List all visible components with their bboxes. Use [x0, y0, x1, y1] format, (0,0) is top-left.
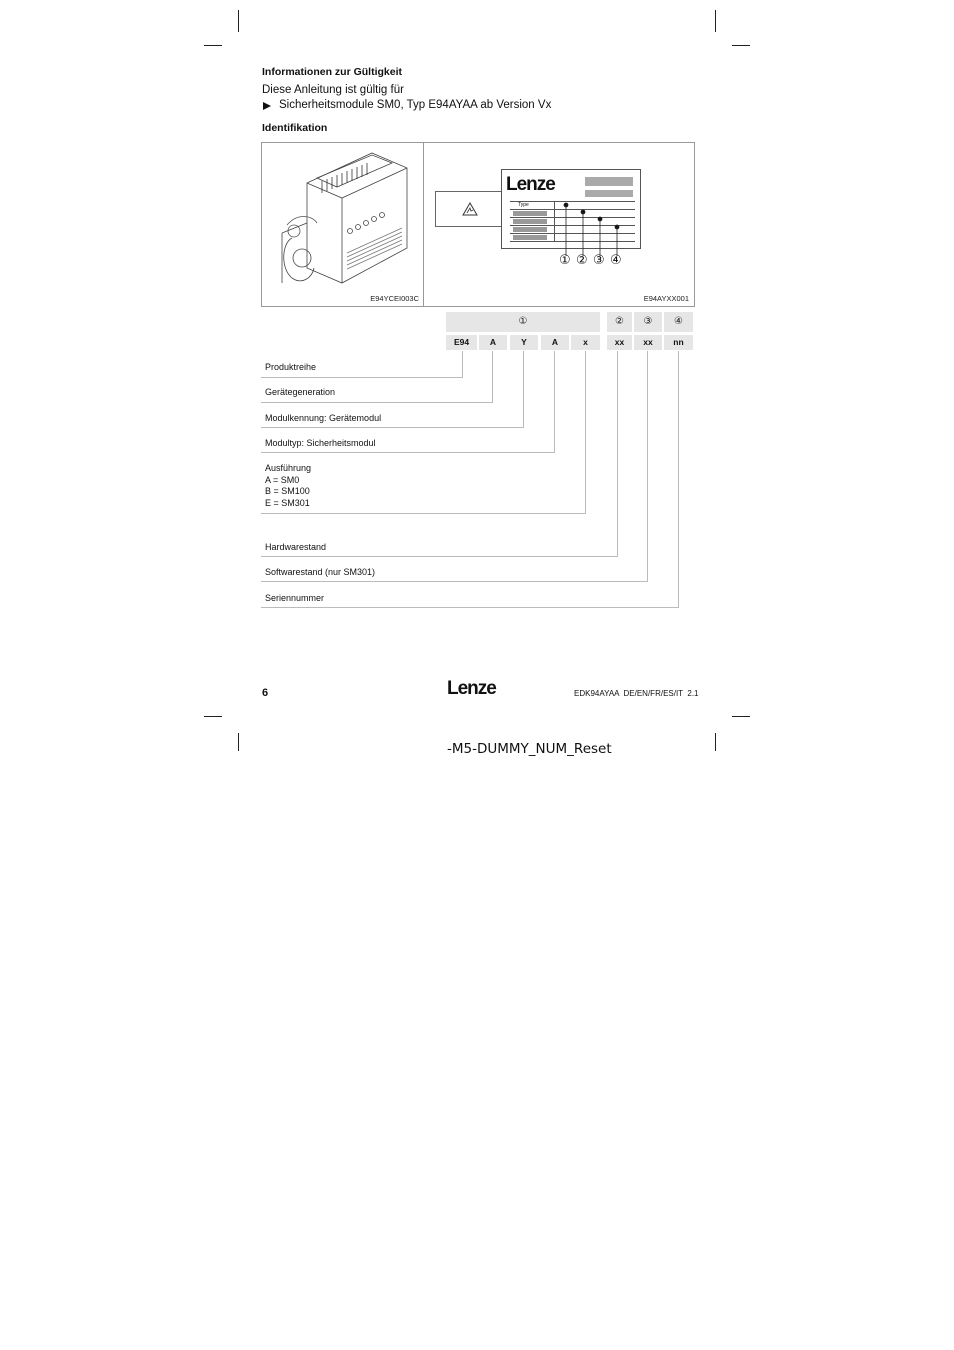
code-group-3: ③	[634, 312, 662, 332]
desc-ausf-e: E = SM301	[265, 498, 310, 508]
leader-line	[678, 351, 679, 608]
desc-serial: Seriennummer	[265, 593, 325, 603]
desc-rule	[261, 607, 679, 608]
code-cell-hw: xx	[607, 335, 632, 350]
page-number: 6	[262, 687, 269, 699]
code-cell-y: Y	[510, 335, 538, 350]
desc-ausfuehrung: Ausführung	[265, 463, 312, 473]
figure-nameplate	[423, 142, 695, 307]
crop-mark	[204, 45, 222, 46]
desc-ausf-a: A = SM0	[265, 475, 300, 485]
leader-line	[554, 351, 555, 453]
code-group-4: ④	[664, 312, 693, 332]
callout-4: ④	[610, 252, 622, 267]
doc-id: EDK94AYAA DE/EN/FR/ES/IT 2.1	[574, 689, 699, 698]
desc-rule	[261, 556, 618, 557]
code-group-2: ②	[607, 312, 632, 332]
code-cell-a2: A	[541, 335, 569, 350]
callout-1: ①	[559, 252, 571, 267]
nameplate-logo: Lenze	[506, 174, 555, 195]
desc-rule	[261, 581, 648, 582]
footer-logo: Lenze	[447, 678, 496, 699]
code-group-1: ①	[446, 312, 600, 332]
code-cell-nn: nn	[664, 335, 693, 350]
desc-rule	[261, 402, 493, 403]
triangle-right-icon	[263, 102, 271, 110]
code-cell-e94: E94	[446, 335, 477, 350]
code-cell-a: A	[479, 335, 507, 350]
leader-line	[462, 351, 463, 378]
code-cell-x: x	[571, 335, 600, 350]
dummy-label: -M5-DUMMY_NUM_Reset	[447, 741, 612, 757]
desc-modulkennung: Modulkennung: Gerätemodul	[265, 413, 382, 423]
section-title: Informationen zur Gültigkeit	[262, 66, 403, 78]
desc-produktreihe: Produktreihe	[265, 362, 317, 372]
leader-line	[647, 351, 648, 582]
desc-generation: Gerätegeneration	[265, 387, 336, 397]
callout-2: ②	[576, 252, 588, 267]
desc-modultyp: Modultyp: Sicherheitsmodul	[265, 438, 376, 448]
figure-left-caption: E94YCEI003C	[370, 294, 419, 303]
leader-line	[617, 351, 618, 557]
device-illustration	[262, 143, 424, 293]
desc-rule	[261, 513, 586, 514]
desc-rule	[261, 427, 524, 428]
desc-ausf-b: B = SM100	[265, 486, 310, 496]
callout-3: ③	[593, 252, 605, 267]
validity-item: Sicherheitsmodule SM0, Typ E94AYAA ab Version Vx	[279, 99, 552, 111]
crop-mark	[732, 45, 750, 46]
leader-line	[523, 351, 524, 428]
figure-device	[261, 142, 425, 307]
desc-rule	[261, 452, 555, 453]
leader-line	[492, 351, 493, 403]
desc-hardware: Hardwarestand	[265, 542, 327, 552]
validity-intro: Diese Anleitung ist gültig für	[262, 84, 404, 96]
crop-mark	[732, 716, 750, 717]
crop-mark	[715, 10, 716, 32]
code-cell-sw: xx	[634, 335, 662, 350]
crop-mark	[715, 733, 716, 751]
crop-mark	[238, 10, 239, 32]
desc-software: Softwarestand (nur SM301)	[265, 567, 376, 577]
desc-rule	[261, 377, 463, 378]
crop-mark	[238, 733, 239, 751]
identification-title: Identifikation	[262, 122, 328, 134]
figure-right-caption: E94AYXX001	[643, 294, 689, 303]
leader-line	[585, 351, 586, 514]
crop-mark	[204, 716, 222, 717]
nameplate-type-label: Type	[518, 202, 529, 208]
